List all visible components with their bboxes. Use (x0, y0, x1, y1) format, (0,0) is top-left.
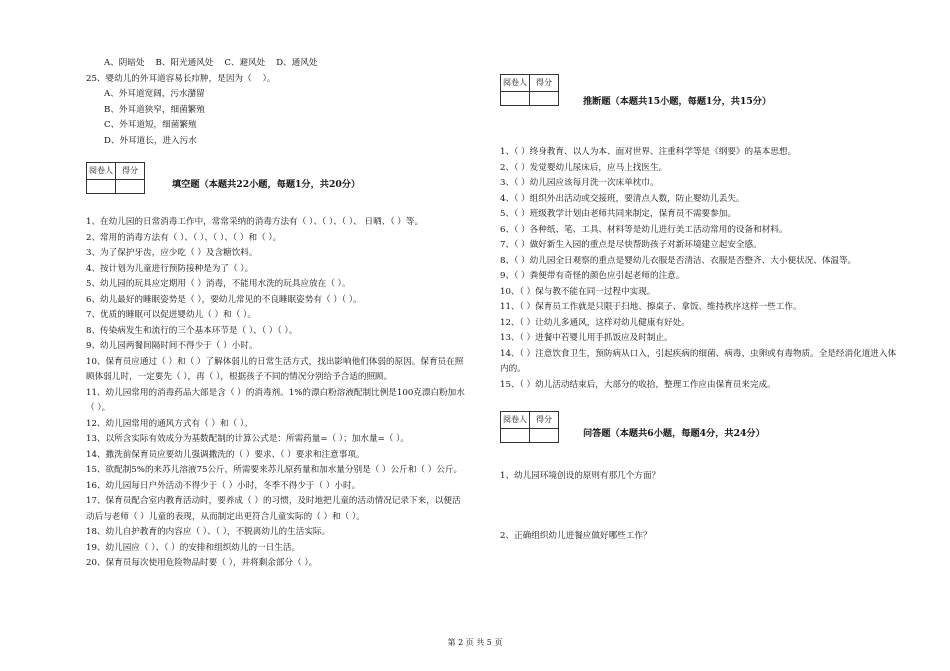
judge-item: 10、（ ）保与教不能在同一过程中实现。 (500, 286, 656, 297)
q25-option-b: B、外耳道狭窄，细菌繁殖 (104, 104, 205, 115)
fill-section-title: 填空题（本题共22小题，每题1分，共20分） (172, 179, 361, 190)
q24-options: A、阴暗处 B、阳光通风处 C、避风处 D、通风处 (104, 58, 318, 68)
q25-option-a: A、外耳道宽阔，污水潴留 (104, 89, 205, 99)
score-cell (530, 428, 559, 442)
judge-item: 8、（ ）幼儿园全日观察的重点是婴幼儿衣服是否清洁、衣服是否整齐、大小便状况、体温等。 (500, 255, 857, 266)
judge-item: 4、（ ）组织外出活动或交接班，要清点人数，防止婴幼儿丢失。 (500, 193, 745, 204)
reviewer-label: 阅卷人 (501, 75, 530, 92)
fill-section-header (86, 162, 466, 202)
score-box (500, 411, 559, 443)
fill-item: 16、幼儿园每日户外活动不得少于（ ）小时，冬季不得少于（ ）小时。 (86, 480, 361, 491)
fill-item: 20、保育员每次使用危险物品时要（ ），并将剩余部分（ ）。 (86, 558, 318, 568)
fill-item: 2、常用的消毒方法有（ ）、（ ）、（ ）、（ ）和（ ）。 (86, 232, 282, 243)
judge-items (500, 145, 900, 393)
judge-item: 15、（ ）幼儿活动结束后，大部分的收拾，整理工作应由保育员来完成。 (500, 379, 776, 390)
fill-item: 5、幼儿园的玩具应定期用（ ）消毒，不能用水洗的玩具应放在（ ）。 (86, 279, 351, 289)
fill-item: 1、在幼儿园的日常消毒工作中，常常采纳的消毒方法有（ ）、（ ）、（ ）、 日晒、（ ）等。 (86, 217, 424, 227)
fill-item: 7、优质的睡眠可以促进婴幼儿（ ）和（ ）。 (86, 310, 256, 320)
judge-item: 9、（ ）粪便带有奇怪的颜色应引起老师的注意。 (500, 271, 685, 281)
reviewer-label: 阅卷人 (87, 163, 116, 180)
fill-item: 9、幼儿园两餐间隔时间不得少于（ ）小时。 (86, 341, 258, 351)
judge-item: 11、（ ）保育员工作就是只限于扫地、擦桌子、拿饭、维持秩序这样一些工作。 (500, 302, 802, 312)
score-box (500, 74, 559, 106)
judge-item: 5、（ ）班级教学计划由老师共同来制定，保育员不需要参加。 (500, 209, 736, 219)
score-label: 得分 (116, 163, 145, 180)
fill-item: 8、传染病发生和流行的三个基本环节是（ ）、（ ）（ ）。 (86, 325, 298, 336)
judge-item: 6、（ ）各种纸、笔、工具、材料等是幼儿进行美工活动常用的设备和材料。 (500, 224, 788, 235)
qa-item: 1、幼儿园环境创设的原则有那几个方面？ (500, 471, 661, 481)
fill-item: 3、为了保护牙齿，应少吃（ ）及含糖饮料。 (86, 248, 258, 258)
judge-item: 2、（ ）发觉婴幼儿尿床后，应马上找医生。 (500, 162, 668, 173)
fill-item: 12、幼儿园常用的通风方式有（ ）和（ ）。 (86, 418, 253, 429)
score-label: 得分 (530, 75, 559, 92)
fill-item: 11、幼儿园常用的消毒药品大部是含（ ）的消毒剂。1%的漂白粉溶液配制比例是100克漂白粉加水（ ）。 (86, 387, 465, 413)
fill-item: 18、幼儿自护教育的内容应（ ）、（ ），不脱离幼儿的生活实际。 (86, 527, 331, 537)
reviewer-cell (87, 179, 116, 193)
left-column (86, 56, 466, 572)
judge-item: 14、（ ）注意饮食卫生，预防病从口入，引起疾病的细菌、病毒、虫卵或有毒物质。全是经消化道进入体内的。 (500, 348, 897, 374)
q25-option-c: C、外耳道短，细菌繁殖 (104, 120, 197, 130)
reviewer-cell (501, 91, 530, 105)
judge-section-title: 推断题（本题共15小题，每题1分，共15分） (583, 96, 772, 107)
fill-item: 10、保育员应通过（ ）和（ ）了解体弱儿的日常生活方式，找出影响他们体弱的原因。保育员在照顾体弱儿时，一定要先（ ），再（ ），根据孩子不同的情况分别给予合适的照顾。 (86, 356, 464, 382)
score-box (86, 162, 145, 194)
fill-item: 4、按计划为儿童进行预防接种是为了（ ）。 (86, 263, 254, 274)
score-label: 得分 (530, 412, 559, 429)
fill-items (86, 215, 466, 572)
qa-section-header (500, 411, 900, 457)
qa-item: 2、正确组织幼儿进餐应做好哪些工作？ (500, 530, 652, 541)
judge-item: 7、（ ）做好新生入园的重点是尽快帮助孩子对新环境建立起安全感。 (500, 240, 762, 250)
fill-item: 17、保育员配合室内教育活动时，要养成（ ）的习惯，及时地把儿童的活动情况记录下来，以便活动后与老师（ ）儿童的表现，从而制定出更符合儿童实际的（ ）和（ ）。 (86, 496, 461, 522)
reviewer-label: 阅卷人 (501, 412, 530, 429)
qa-section-title: 问答题（本题共6小题，每题4分，共24分） (583, 428, 765, 439)
fill-item: 15、欲配制5%的来苏儿溶液75公斤，所需要来苏儿原药量和加水量分别是（ ）公斤和（ ）公斤。 (86, 465, 463, 475)
judge-item: 3、（ ）幼儿园应该每月洗一次床单枕巾。 (500, 178, 659, 188)
fill-item: 13、以所含实际有效成分为基数配制的计算公式是：所需药量=（ ）；加水量=（ ）。 (86, 434, 409, 444)
fill-item: 14、撒洗前保育员应要幼儿强调撒洗的（ ）要求、（ ）要求和注意事项。 (86, 449, 365, 460)
judge-item: 12、（ ）让幼儿多通风，这样对幼儿健康有好处。 (500, 317, 690, 328)
reviewer-cell (501, 428, 530, 442)
score-cell (530, 91, 559, 105)
score-cell (116, 179, 145, 193)
q25-option-d: D、外耳道长，进入污水 (104, 135, 197, 146)
q25-stem: 25、婴幼儿的外耳道容易长疖肿，是因为（ ）。 (86, 73, 276, 84)
right-column (500, 74, 900, 544)
judge-section-header (500, 74, 900, 120)
fill-item: 19、幼儿园应（ ）、（ ）的安排和组织幼儿的一日生活。 (86, 542, 301, 553)
page-footer: 第 2 页 共 5 页 (447, 638, 503, 647)
fill-item: 6、幼儿最好的睡眠姿势是（ ），要幼儿常见的不良睡眠姿势有（ ）（ ）。 (86, 294, 362, 305)
judge-item: 1、（ ）终身教育、以人为本、面对世界、注重科学等是《纲要》的基本思想。 (500, 147, 797, 157)
judge-item: 13、（ ）进餐中若婴儿用手抓饭应及时制止。 (500, 333, 673, 343)
